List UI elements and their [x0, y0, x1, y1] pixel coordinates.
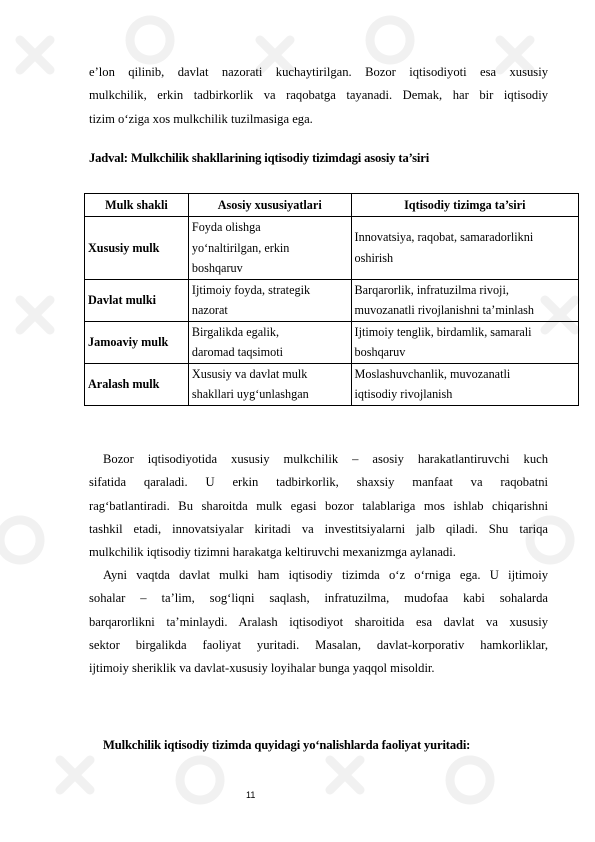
cell-line: boshqaruv	[354, 345, 406, 359]
paragraph-line: tashkil etadi, innovatsiyalar kiritadi va investitsiyalarni jalb qiladi. Shu tariqa	[89, 521, 548, 536]
ownership-table	[84, 193, 579, 406]
intro-paragraph	[89, 61, 548, 131]
paragraph-state-ownership	[89, 564, 548, 680]
cell-line: shakllari uyg‘unlashgan	[191, 387, 309, 401]
cell-features	[188, 217, 351, 280]
cell-line: Ijtimoiy foyda, strategik	[191, 282, 311, 297]
cell-ownership-type: Aralash mulk	[85, 363, 189, 405]
section-heading: Mulkchilik iqtisodiy tizimda quyidagi yo‘nalishlarda faoliyat yuritadi:	[103, 738, 471, 752]
cell-line: Foyda olishga	[191, 220, 261, 234]
paragraph-line: mulkchilik iqtisodiy tizimni harakatga keltiruvchi mexanizmga aylanadi.	[89, 545, 456, 560]
table-row	[85, 321, 579, 363]
cell-line: daromad taqsimoti	[191, 345, 283, 359]
cell-line: iqtisodiy rivojlanish	[354, 387, 453, 401]
cell-features	[188, 279, 351, 321]
intro-line: e’lon qilinib, davlat nazorati kuchaytirilgan. Bozor iqtisodiyoti esa xususiy	[89, 65, 548, 79]
cell-effect	[351, 279, 578, 321]
table-row	[85, 217, 579, 280]
table-row	[85, 363, 579, 405]
paragraph-line: sohalar – ta’lim, sog‘liqni saqlash, infratuzilma, mudofaa kabi sohalarda	[89, 591, 548, 606]
cell-effect	[351, 217, 578, 280]
cell-ownership-type: Xususiy mulk	[85, 217, 189, 280]
column-header-type: Mulk shakli	[85, 194, 189, 217]
cell-line: Xususiy va davlat mulk	[191, 366, 308, 381]
table-header-row	[85, 194, 579, 217]
paragraph-line: Bozor iqtisodiyotida xususiy mulkchilik – asosiy harakatlantiruvchi kuch	[103, 452, 548, 466]
cell-line: yo‘naltirilgan, erkin	[191, 240, 290, 255]
cell-ownership-type: Jamoaviy mulk	[85, 321, 189, 363]
cell-ownership-type: Davlat mulki	[85, 279, 189, 321]
cell-line: oshirish	[354, 250, 394, 265]
cell-line: muvozanatli rivojlanishni ta’minlash	[354, 303, 534, 317]
paragraph-line: ijtimoiy sheriklik va davlat-xususiy loyihalar bunga yaqqol misoldir.	[89, 661, 435, 676]
paragraph-private-ownership	[89, 448, 548, 564]
table-row	[85, 279, 579, 321]
cell-line: Ijtimoiy tenglik, birdamlik, samarali	[354, 324, 532, 339]
cell-line: Birgalikda egalik,	[191, 324, 280, 339]
intro-line: mulkchilik, erkin tadbirkorlik va raqobatga tayanadi. Demak, har bir iqtisodiy	[89, 88, 548, 103]
intro-line: tizim o‘ziga xos mulkchilik tuzilmasiga ega.	[89, 111, 313, 126]
cell-effect	[351, 363, 578, 405]
paragraph-line: Ayni vaqtda davlat mulki ham iqtisodiy tizimda o‘z o‘rniga ega. U ijtimoiy	[103, 568, 548, 582]
column-header-features: Asosiy xususiyatlari	[188, 194, 351, 217]
cell-line: Barqarorlik, infratuzilma rivoji,	[354, 282, 509, 297]
cell-features	[188, 363, 351, 405]
page-number: 11	[246, 790, 256, 800]
cell-features	[188, 321, 351, 363]
cell-line: Moslashuvchanlik, muvozanatli	[354, 366, 511, 381]
table-title: Jadval: Mulkchilik shakllarining iqtisodiy tizimdagi asosiy ta’siri	[89, 151, 430, 165]
paragraph-line: barqarorlikni ta’minlaydi. Aralash iqtisodiyot sharoitida esa davlat va xususiy	[89, 614, 548, 629]
paragraph-line: sifatida qaraladi. U erkin tadbirkorlik, shaxsiy manfaat va raqobatni	[89, 475, 548, 490]
cell-effect	[351, 321, 578, 363]
cell-line: nazorat	[191, 303, 228, 317]
cell-line: boshqaruv	[191, 261, 243, 275]
paragraph-line: rag‘batlantiradi. Bu sharoitda mulk egasi bozor talablariga mos ishlab chiqarishni	[89, 498, 548, 513]
cell-line: Innovatsiya, raqobat, samaradorlikni	[354, 230, 534, 245]
paragraph-line: sektor birgalikda faoliyat yuritadi. Masalan, davlat-korporativ hamkorliklar,	[89, 637, 548, 652]
column-header-effect: Iqtisodiy tizimga ta’siri	[351, 194, 578, 217]
